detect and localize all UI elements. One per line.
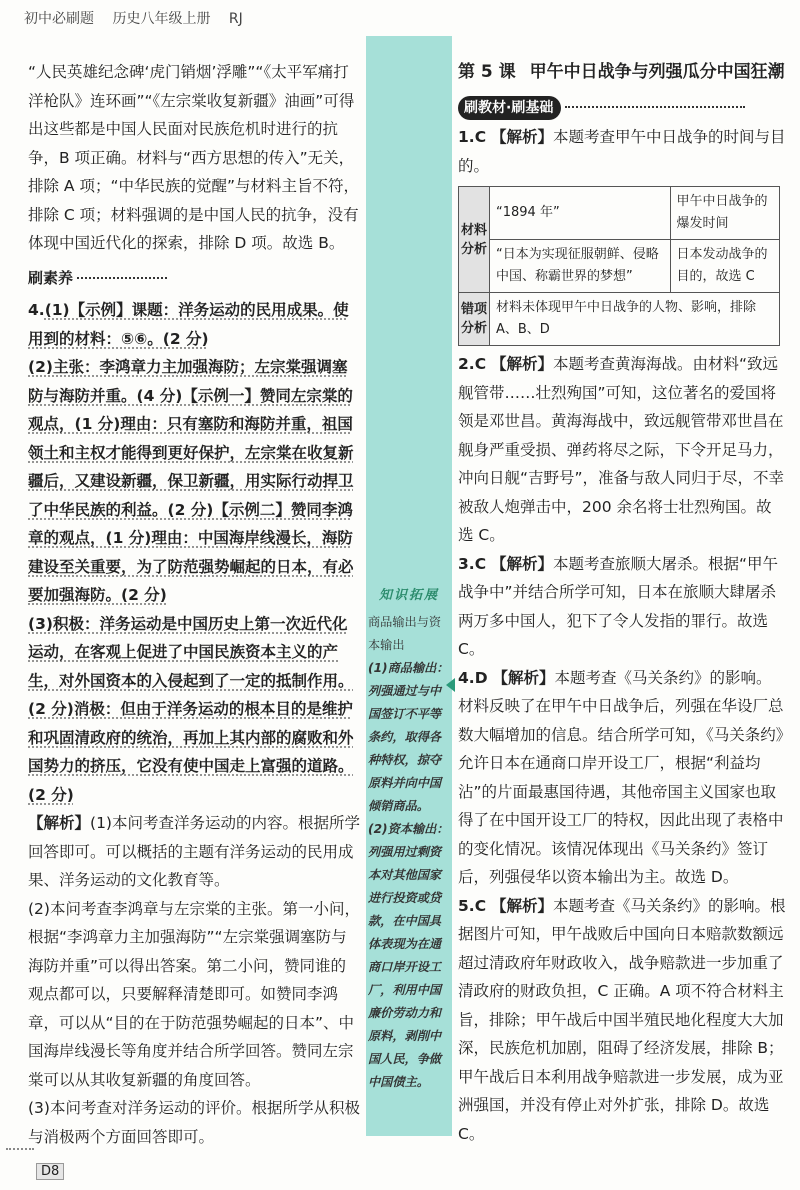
- q4-part1: [28, 296, 360, 353]
- corner-dots: [6, 1148, 34, 1151]
- q4-part1-text: (1)【示例】课题：洋务运动的民用成果。使用到的材料：⑤⑥。(2 分): [28, 301, 349, 348]
- answer-1: 1.C 【解析】本题考查甲午中日战争的时间与目的。: [458, 128, 786, 175]
- q4-explain-3: (3)本问考查对洋务运动的评价。根据所学从积极与消极两个方面回答即可。: [28, 1099, 360, 1146]
- pointer-arrow-icon: [446, 678, 455, 692]
- book-series: 初中必刷题: [24, 11, 94, 27]
- section-tag: 刷教材·刷基础: [458, 96, 561, 120]
- answer-2: 2.C 【解析】本题考查黄海海战。由材料“致远舰管带……壮烈殉国”可知，这位著名的爱国将领是邓世昌。黄海海战中，致远舰管带邓世昌在舰身严重受损、弹药将尽之际，下令开足马力，冲向日舰“吉野号”，准备与敌人同归于尽，不幸被敌人炮弹击中，200 余名将士壮烈殉国。故选 C。: [458, 355, 785, 544]
- answer-4: 4.D 【解析】本题考查《马关条约》的影响。材料反映了在甲午中日战争后，列强在华设厂总数大幅增加的信息。结合所学可知，《马关条约》允许日本在通商口岸开设工厂，根据“利益均沾”的片面最惠国待遇，其他帝国主义国家也取得了在中国开设工厂的特权，因此出现了表格中的变化情况。该情况体现出《马关条约》签订后，列强侵华以资本输出为主。故选 D。: [458, 668, 784, 886]
- knowledge-part2: (2)资本输出：列强用过剩资本对其他国家进行投资或贷款，在中国具体表现为在通商口岸开设工厂，利用中国廉价劳动力和原料，剥削中国人民，争做中国债主。: [368, 822, 449, 1089]
- right-column: [458, 58, 786, 1148]
- knowledge-extension-box: [368, 584, 450, 1094]
- tag-dotline: [565, 106, 745, 108]
- book-edition: RJ: [228, 11, 243, 27]
- table-cell: “日本为实现征服朝鲜、侵略中国、称霸世界的梦想”: [490, 240, 671, 293]
- page-number: D8: [36, 1163, 64, 1180]
- table-cell: 日本发动战争的目的，故选 C: [670, 240, 779, 293]
- prev-answer-continuation: “人民英雄纪念碑‘虎门销烟’浮雕”“《太平军痛打洋枪队》连环画”“《左宗棠收复新疆》油画”可得出这些都是中国人民面对民族危机时进行的抗争，B 项正确。材料与“西方思想的传入”无关，排除 A 项；“中华民族的觉醒”与材料主旨不符，排除 C 项；材料强调的是中国人民的抗争，没有体现中国近代化的探索，排除 D 项。故选 B。: [28, 63, 360, 252]
- q4-number: 4.: [28, 301, 45, 319]
- q4-part3: (3)积极：洋务运动是中国历史上第一次近代化运动，在客观上促进了中国民族资本主义的产生，对外国资本的入侵起到了一定的抵制作用。(2 分)消极：但由于洋务运动的根本目的是维护和巩固清政府的统治，再加上其内部的腐败和外国势力的挤压，它没有使中国走上富强的道路。(2 分): [28, 614, 354, 804]
- table-cell: “1894 年”: [490, 187, 671, 240]
- answer-3: 3.C 【解析】本题考查旅顺大屠杀。根据“甲午战争中”并结合所学可知，日本在旅顺大肆屠杀两万多中国人，犯下了令人发指的罪行。故选 C。: [458, 554, 779, 658]
- table-cell: 甲午中日战争的爆发时间: [670, 187, 779, 240]
- table-header-wrong: 错项分析: [459, 293, 490, 346]
- q4-part2: (2)主张：李鸿章力主加强海防；左宗棠强调塞防与海防并重。(4 分)【示例一】赞同左宗棠的观点，(1 分)理由：只有塞防和海防并重，祖国领土和主权才能得到更好保护，左宗棠在收复新疆后，又建设新疆，保卫新疆，用实际行动捍卫了中华民族的利益。(2 分)【示例二】赞同李鸿章的观点，(1 分)理由：中国海岸线漫长，海防建设至关重要，为了防范强势崛起的日本，有必要加强海防。(2 分): [28, 358, 354, 604]
- knowledge-part1: (1)商品输出：列强通过与中国签订不平等条约，取得各种特权，掠夺原料并向中国倾销商品。: [368, 661, 449, 813]
- left-column: [28, 58, 360, 1151]
- lesson-title: 第 5 课 甲午中日战争与列强瓜分中国狂潮: [458, 62, 785, 82]
- knowledge-intro: 商品输出与资本输出: [368, 615, 442, 652]
- book-title: 历史八年级上册: [112, 11, 211, 27]
- q4-explain-1: 【解析】(1)本问考查洋务运动的内容。根据所学回答即可。可以概括的主题有洋务运动的民用成果、洋务运动的文化教育等。: [28, 814, 360, 889]
- table-cell: 材料未体现甲午中日战争的人物、影响，排除 A、B、D: [490, 293, 780, 346]
- jiexi-label: 【解析】: [28, 814, 91, 832]
- analysis-table: [458, 186, 780, 346]
- answer-5: 5.C 【解析】本题考查《马关条约》的影响。根据图片可知，甲午战败后中国向日本赔款数额远超过清政府年财政收入，战争赔款进一步加重了清政府的财政负担，C 正确。A 项不符合材料主旨，排除；甲午战后中国半殖民地化程度大大加深，民族危机加剧，阻碍了经济发展，排除 B；甲午战后日本利用战争赔款进一步发展，成为亚洲强国，并没有停止对外扩张，排除 D。故选 C。: [458, 896, 786, 1143]
- table-header-material: 材料分析: [459, 187, 490, 293]
- page-header: [24, 8, 257, 28]
- q4-explain-2: (2)本问考查李鸿章与左宗棠的主张。第一小问，根据“李鸿章力主加强海防”“左宗棠强调塞防与海防并重”可以得出答案。第二小问，赞同谁的观点都可以，只要解释清楚即可。如赞同李鸿章，可以从“目的在于防范强势崛起的日本”、中国海岸线漫长等角度并结合所学回答。赞同左宗棠可以从其收复新疆的角度回答。: [28, 899, 360, 1089]
- section-heading-sucy: 刷素养: [28, 268, 74, 287]
- section-dotline: [77, 277, 167, 279]
- knowledge-extension-title: 知识拓展: [378, 588, 439, 603]
